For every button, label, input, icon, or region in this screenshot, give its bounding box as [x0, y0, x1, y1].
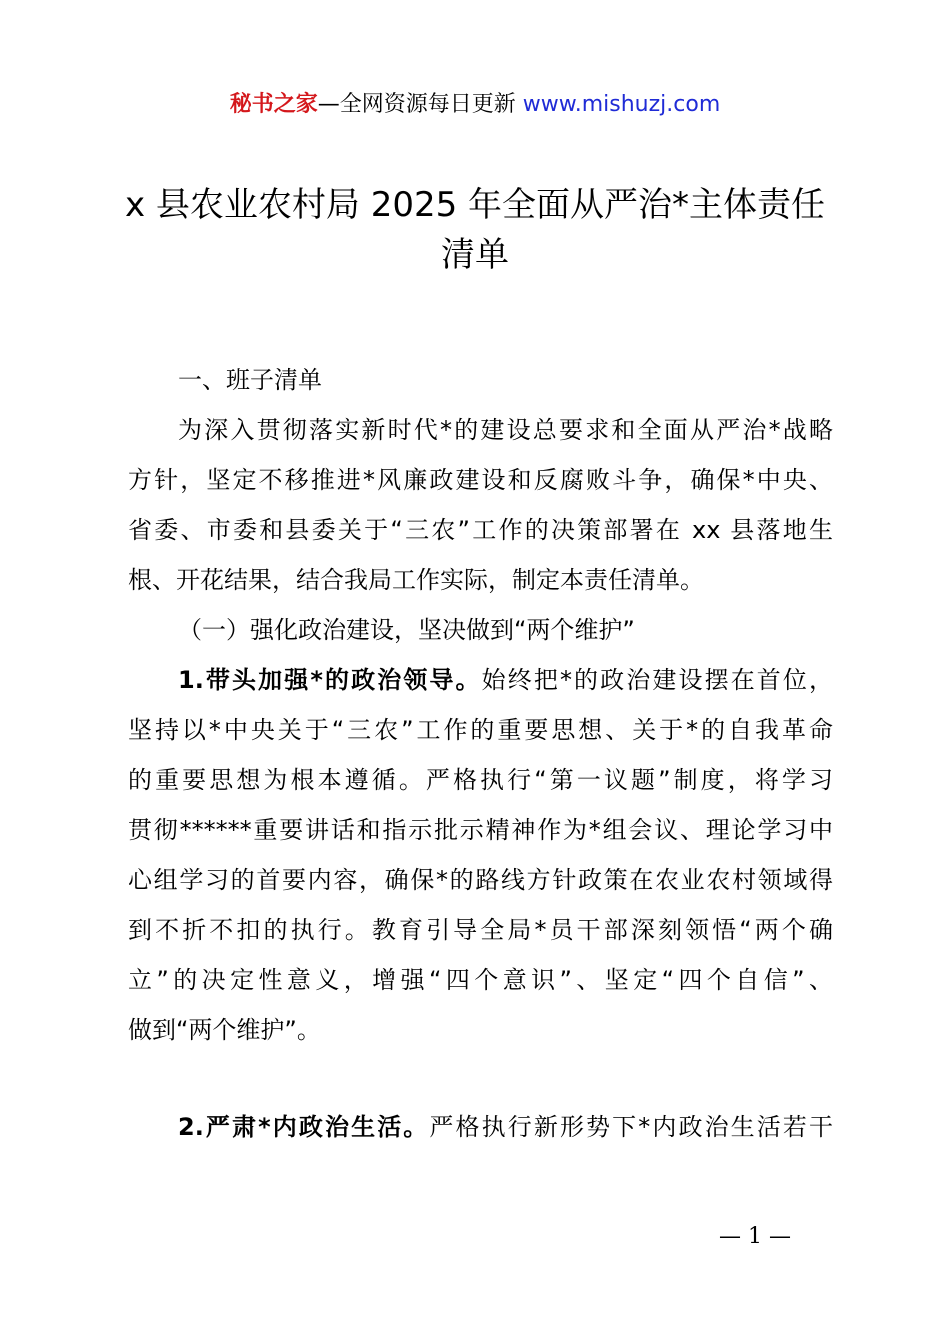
paragraph-line: 根、开花结果，结合我局工作实际，制定本责任清单。 — [128, 566, 704, 594]
site-header — [0, 88, 950, 122]
title-line-1: x 县农业农村局 2025 年全面从严治*主体责任 — [124, 185, 826, 225]
paragraph-line: 到不折不扣的执行。教育引导全局*员干部深刻领悟“两个确 — [128, 916, 833, 944]
paragraph-line: 做到“两个维护”。 — [128, 1016, 321, 1044]
section-heading: 一、班子清单 — [178, 366, 322, 394]
paragraph-line: 方针，坚定不移推进*风廉政建设和反腐败斗争，确保*中央、 — [128, 466, 833, 494]
header-slogan: —全网资源每日更新 — [317, 92, 516, 117]
document-body-continued — [128, 1102, 833, 1152]
paragraph-line: 的重要思想为根本遵循。严格执行“第一议题”制度，将学习 — [128, 766, 833, 794]
item-title: 1.带头加强*的政治领导。 — [178, 666, 482, 694]
paragraph-line: 坚持以*中央关于“三农”工作的重要思想、关于*的自我革命 — [128, 716, 833, 744]
paragraph-line: 为深入贯彻落实新时代*的建设总要求和全面从严治*战略 — [178, 416, 833, 444]
paragraph-line: 立”的决定性意义，增强“四个意识”、坚定“四个自信”、 — [128, 966, 833, 994]
item-first-line — [128, 655, 833, 705]
item-text: 始终把*的政治建设摆在首位， — [481, 666, 833, 694]
paragraph-line: 贯彻******重要讲话和指示批示精神作为*组会议、理论学习中 — [128, 816, 833, 844]
document-title — [120, 180, 830, 280]
site-url-link[interactable]: www.mishuzj.com — [522, 92, 721, 117]
paragraph-line: 省委、市委和县委关于“三农”工作的决策部署在 xx 县落地生 — [128, 516, 833, 544]
item-first-line — [128, 1102, 833, 1152]
item-title: 2.严肃*内政治生活。 — [178, 1113, 430, 1141]
subsection-heading: （一）强化政治建设，坚决做到“两个维护” — [178, 616, 635, 644]
title-line-2: 清单 — [441, 235, 509, 275]
page-number: — 1 — — [719, 1224, 791, 1249]
document-body — [128, 355, 833, 1055]
brand-name: 秘书之家 — [229, 92, 318, 117]
paragraph-line: 心组学习的首要内容，确保*的路线方针政策在农业农村领域得 — [128, 866, 833, 894]
item-text: 严格执行新形势下*内政治生活若干 — [429, 1113, 833, 1141]
